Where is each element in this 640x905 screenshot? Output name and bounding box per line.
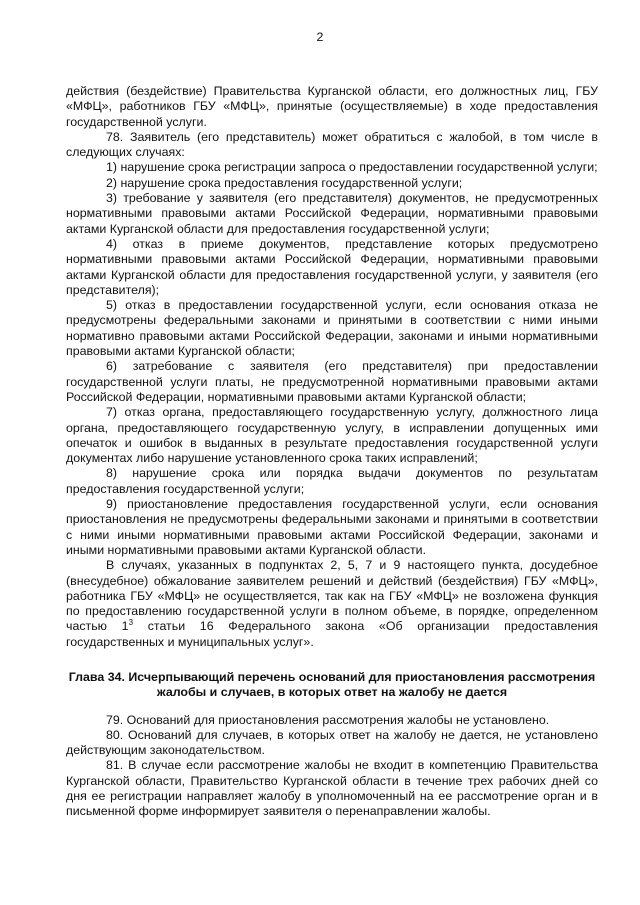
list-item-8: 8) нарушение срока или порядка выдачи документов по результатам предоставления государственной услуги;	[66, 466, 598, 496]
chapter-heading: Глава 34. Исчерпывающий перечень оснований для приостановления рассмотрения жалобы и случаев, в которых ответ на жалобу не дается	[68, 669, 596, 700]
list-item-2: 2) нарушение срока предоставления государственной услуги;	[106, 175, 463, 190]
paragraph-80: 80. Оснований для случаев, в которых ответ на жалобу не дается, не установлено действующим законодательством.	[66, 727, 598, 758]
list-item-4: 4) отказ в приеме документов, представление которых предусмотрено нормативными правовыми актами Российской Федерации, нормативными правовыми актами Курганской области для предоставления государственной услуги, у заявителя (его представителя);	[66, 236, 598, 297]
paragraph-cases	[66, 558, 598, 650]
paragraph: действия (бездействие) Правительства Курганской области, его должностных лиц, ГБУ «МФЦ», работников ГБУ «МФЦ», принятые (осуществляемые) в ходе предоставления государственной услуги.	[66, 84, 598, 129]
paragraph-78: 78. Заявитель (его представитель) может обратиться с жалобой, в том числе в следующих случаях:	[66, 129, 598, 160]
document-body	[66, 84, 598, 820]
list-item-9: 9) приостановление предоставления государственной услуги, если основания приостановления не предусмотрены федеральными законами и принятыми в соответствии с ними иными нормативными правовыми актами Российской Федерации, законами и иными нормативными правовыми актами Курганской области.	[66, 497, 598, 557]
list-item-5: 5) отказ в предоставлении государственной услуги, если основания отказа не предусмотрены федеральными законами и принятыми в соответствии с ними иными нормативно правовыми актами Российской Федерации, законами и иными нормативными правовыми актами Курганской области;	[66, 298, 598, 359]
page-number: 2	[316, 30, 324, 44]
paragraph-cases-text-end: статьи 16 Федерального закона «Об организации предоставления государственных и муниципальных услуг».	[66, 619, 598, 649]
list-item-7: 7) отказ органа, предоставляющего государственную услугу, должностного лица органа, предоставляющего государственную услугу, в исправлении допущенных ими опечаток и ошибок в выданных в результате предоставления государственной услуги документах либо нарушение установленного срока таких исправлений;	[66, 405, 598, 466]
superscript: 3	[128, 618, 134, 628]
list-item-1: 1) нарушение срока регистрации запроса о предоставлении государственной услуги;	[106, 160, 598, 175]
paragraph-81: 81. В случае если рассмотрение жалобы не входит в компетенцию Правительства Курганской области, Правительство Курганской области в течение трех рабочих дней со дня ее регистрации направляет жалобу в уполномоченный на ее рассмотрение орган и в письменной форме информирует заявителя о перенаправлении жалобы.	[66, 758, 598, 819]
paragraph-79: 79. Оснований для приостановления рассмотрения жалобы не установлено.	[106, 712, 550, 727]
list-item-3: 3) требование у заявителя (его представителя) документов, не предусмотренных нормативными правовыми актами Российской Федерации, нормативными правовыми актами Курганской области для предоставления государственной услуги;	[66, 191, 598, 236]
paragraph-cases-text: В случаях, указанных в подпунктах 2, 5, 7 и 9 настоящего пункта, досудебное (внесудебное) обжалование заявителем решений и действий (бездействия) ГБУ «МФЦ», работника ГБУ «МФЦ» не осуществляется, так как на ГБУ «МФЦ» не возложена функция по предоставлению государственной услуги в полном объеме, в порядке, определенном частью 1	[66, 558, 598, 634]
list-item-6: 6) затребование с заявителя (его представителя) при предоставлении государственной услуги платы, не предусмотренной нормативными правовыми актами Российской Федерации, нормативными правовыми актами Курганской области;	[66, 359, 598, 404]
